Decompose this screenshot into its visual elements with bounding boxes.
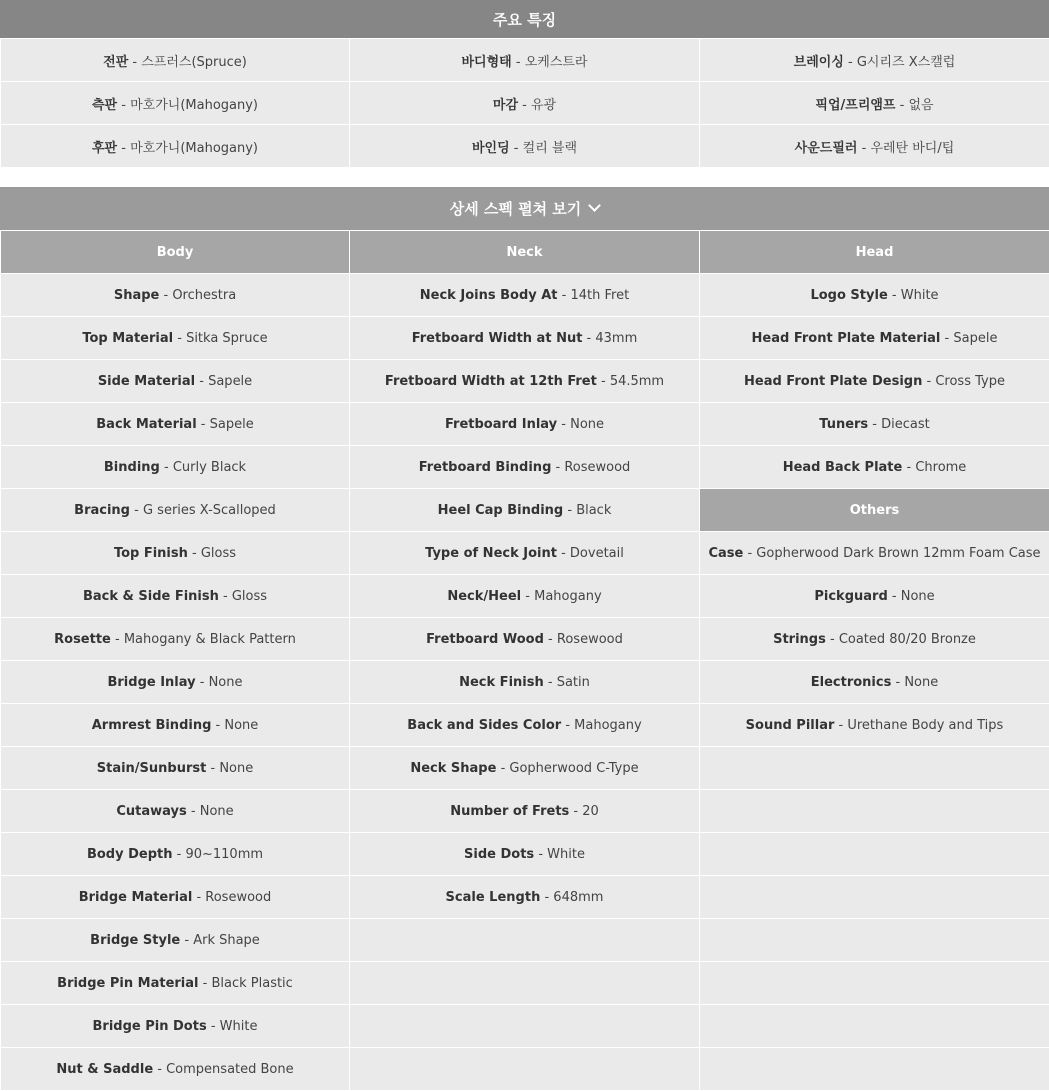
feature-row [1, 39, 1049, 82]
separator: - [534, 846, 548, 862]
spec-label: Neck Shape [410, 760, 497, 776]
spec-value: None [224, 717, 259, 733]
separator: - [543, 674, 557, 690]
spec-value: Black [576, 502, 612, 518]
spec-label: Nut & Saddle [56, 1061, 154, 1077]
body-spec-cell [1, 532, 350, 575]
spec-value: G시리즈 X스캘럽 [856, 54, 956, 70]
column-header-neck: Neck [350, 231, 700, 274]
spec-label: Rosette [54, 631, 111, 647]
spec-value: Rosewood [205, 889, 272, 905]
neck-spec-cell [350, 833, 700, 876]
table-row [1, 747, 1049, 790]
spec-value: Gopherwood Dark Brown 12mm Foam Case [756, 545, 1041, 561]
table-row [1, 360, 1049, 403]
spec-label: Pickguard [814, 588, 888, 604]
table-row [1, 446, 1049, 489]
spec-value: Compensated Bone [166, 1061, 294, 1077]
spec-label: 픽업/프리앰프 [815, 97, 896, 113]
spec-value: Gloss [231, 588, 268, 604]
spec-label: Cutaways [116, 803, 187, 819]
head-spec-cell [700, 403, 1049, 446]
separator: - [153, 1061, 167, 1077]
spec-value: Sapele [953, 330, 998, 346]
spec-value: White [219, 1018, 258, 1034]
spec-value: 54.5mm [609, 373, 665, 389]
column-header-head: Head [700, 231, 1049, 274]
spec-label: Type of Neck Joint [425, 545, 557, 561]
separator: - [557, 287, 571, 303]
spec-value: Ark Shape [193, 932, 260, 948]
separator: - [887, 588, 901, 604]
spec-value: Satin [556, 674, 590, 690]
spec-value: 컬리 블랙 [522, 140, 578, 156]
neck-spec-cell [350, 1005, 700, 1048]
feature-cell [700, 39, 1049, 82]
others-spec-cell [700, 1048, 1049, 1091]
spec-label: Neck/Heel [447, 588, 522, 604]
body-spec-cell [1, 489, 350, 532]
table-row [1, 876, 1049, 919]
body-spec-cell [1, 360, 350, 403]
spec-value: 43mm [595, 330, 638, 346]
neck-spec-cell [350, 618, 700, 661]
spec-label: Scale Length [445, 889, 541, 905]
head-spec-cell [700, 360, 1049, 403]
body-spec-cell [1, 661, 350, 704]
separator: - [511, 54, 525, 70]
spec-label: Neck Finish [459, 674, 544, 690]
spec-label: Fretboard Width at 12th Fret [384, 373, 597, 389]
separator: - [891, 674, 905, 690]
spec-value: Coated 80/20 Bronze [838, 631, 976, 647]
spec-value: 20 [582, 803, 599, 819]
spec-value: 우레탄 바디/팁 [870, 140, 955, 156]
spec-label: Back Material [96, 416, 197, 432]
spec-value: Sapele [208, 373, 253, 389]
separator: - [887, 287, 901, 303]
spec-value: None [900, 588, 935, 604]
spec-label: Side Dots [464, 846, 535, 862]
separator: - [196, 416, 210, 432]
separator: - [902, 459, 916, 475]
features-title-text: 주요 특징 [492, 10, 557, 29]
spec-value: Urethane Body and Tips [847, 717, 1004, 733]
separator: - [186, 803, 200, 819]
spec-expand-label: 상세 스펙 펼쳐 보기 [449, 200, 582, 218]
spec-label: Fretboard Width at Nut [411, 330, 583, 346]
spec-label: Top Finish [113, 545, 188, 561]
feature-cell [700, 125, 1049, 168]
spec-label: Neck Joins Body At [419, 287, 558, 303]
spec-value: Orchestra [172, 287, 237, 303]
separator: - [128, 54, 142, 70]
feature-cell [1, 125, 350, 168]
spec-label: Strings [773, 631, 826, 647]
body-spec-cell [1, 833, 350, 876]
spec-value: None [199, 803, 234, 819]
spec-label: Number of Frets [450, 803, 570, 819]
body-spec-cell [1, 575, 350, 618]
neck-spec-cell [350, 575, 700, 618]
separator: - [130, 502, 143, 518]
spec-value: 오케스트라 [524, 54, 588, 70]
spec-value: 마호가니(Mahogany) [130, 140, 258, 156]
chevron-down-icon [588, 199, 601, 212]
neck-spec-cell [350, 403, 700, 446]
spec-label: Case [708, 545, 744, 561]
separator: - [173, 330, 187, 346]
spec-value: 스프러스(Spruce) [141, 54, 247, 70]
separator: - [540, 889, 554, 905]
separator: - [159, 287, 173, 303]
spec-label: Fretboard Inlay [444, 416, 558, 432]
separator: - [110, 631, 124, 647]
spec-label: Side Material [97, 373, 196, 389]
separator: - [187, 545, 201, 561]
spec-label: Logo Style [810, 287, 888, 303]
spec-value: Diecast [881, 416, 930, 432]
table-row [1, 833, 1049, 876]
body-spec-cell [1, 403, 350, 446]
separator: - [596, 373, 610, 389]
spec-label: Head Front Plate Design [744, 373, 923, 389]
spec-value: 90~110mm [185, 846, 264, 862]
neck-spec-cell [350, 919, 700, 962]
features-title [0, 0, 1049, 38]
features-table [0, 38, 1049, 168]
spec-label: Shape [113, 287, 160, 303]
spec-label: 바인딩 [471, 140, 510, 156]
neck-spec-cell [350, 747, 700, 790]
others-spec-cell [700, 618, 1049, 661]
feature-cell [1, 39, 350, 82]
table-row [1, 489, 1049, 532]
neck-spec-cell [350, 489, 700, 532]
feature-cell [350, 39, 700, 82]
separator: - [211, 717, 225, 733]
body-spec-cell [1, 962, 350, 1005]
others-spec-cell [700, 532, 1049, 575]
separator: - [557, 416, 571, 432]
spec-label: Bridge Inlay [107, 674, 196, 690]
spec-value: White [547, 846, 585, 862]
body-spec-cell [1, 790, 350, 833]
separator: - [117, 140, 131, 156]
separator: - [857, 140, 871, 156]
spec-table [0, 230, 1049, 1091]
spec-label: Back and Sides Color [407, 717, 562, 733]
spec-value: 없음 [908, 97, 934, 113]
spec-value: Dovetail [569, 545, 624, 561]
spec-label: Back & Side Finish [82, 588, 219, 604]
body-spec-cell [1, 704, 350, 747]
separator: - [895, 97, 909, 113]
spec-value: Chrome [915, 459, 967, 475]
others-spec-cell [700, 790, 1049, 833]
table-row [1, 962, 1049, 1005]
neck-spec-cell [350, 446, 700, 489]
separator: - [582, 330, 596, 346]
spec-label: 사운드필러 [794, 140, 858, 156]
spec-label: Fretboard Binding [418, 459, 552, 475]
separator: - [117, 97, 131, 113]
spec-label: Bracing [74, 502, 130, 518]
separator: - [509, 140, 523, 156]
spec-value: Sitka Spruce [186, 330, 268, 346]
feature-cell [700, 82, 1049, 125]
table-row [1, 1048, 1049, 1091]
body-spec-cell [1, 876, 350, 919]
separator: - [922, 373, 936, 389]
spec-value: None [570, 416, 605, 432]
spec-label: Tuners [819, 416, 869, 432]
separator: - [206, 1018, 220, 1034]
separator: - [825, 631, 839, 647]
table-row [1, 790, 1049, 833]
separator: - [496, 760, 510, 776]
spec-label: Armrest Binding [91, 717, 212, 733]
body-spec-cell [1, 274, 350, 317]
separator: - [518, 97, 531, 113]
others-spec-cell [700, 661, 1049, 704]
table-row [1, 919, 1049, 962]
body-spec-cell [1, 1005, 350, 1048]
spec-label: 바디형태 [461, 54, 512, 70]
table-row [1, 317, 1049, 360]
table-row [1, 575, 1049, 618]
separator: - [218, 588, 232, 604]
separator: - [743, 545, 757, 561]
separator: - [834, 717, 848, 733]
table-row [1, 618, 1049, 661]
others-spec-cell [700, 1005, 1049, 1048]
spec-value: 648mm [553, 889, 604, 905]
spec-value: None [208, 674, 243, 690]
spec-value: Gopherwood C-Type [509, 760, 639, 776]
neck-spec-cell [350, 876, 700, 919]
body-spec-cell [1, 618, 350, 661]
body-spec-cell [1, 446, 350, 489]
spec-label: Top Material [82, 330, 174, 346]
spec-label: Bridge Pin Material [57, 975, 199, 991]
separator: - [180, 932, 194, 948]
head-spec-cell [700, 274, 1049, 317]
others-spec-cell [700, 575, 1049, 618]
separator: - [521, 588, 535, 604]
others-spec-cell [700, 876, 1049, 919]
neck-spec-cell [350, 962, 700, 1005]
spec-value: None [219, 760, 254, 776]
spec-label: Head Front Plate Material [751, 330, 941, 346]
others-spec-cell [700, 962, 1049, 1005]
body-spec-cell [1, 919, 350, 962]
spec-value: Mahogany [574, 717, 642, 733]
neck-spec-cell [350, 1048, 700, 1091]
others-spec-cell [700, 747, 1049, 790]
spec-expand-button[interactable] [0, 187, 1049, 230]
spec-label: Bridge Style [90, 932, 181, 948]
table-row [1, 532, 1049, 575]
separator: - [563, 502, 577, 518]
spec-value: Rosewood [564, 459, 631, 475]
others-spec-cell [700, 704, 1049, 747]
spec-value: 14th Fret [570, 287, 630, 303]
feature-cell [1, 82, 350, 125]
feature-row [1, 82, 1049, 125]
spec-label: Sound Pillar [745, 717, 835, 733]
others-spec-cell [700, 919, 1049, 962]
spec-label: Fretboard Wood [426, 631, 544, 647]
table-row [1, 274, 1049, 317]
table-row [1, 704, 1049, 747]
neck-spec-cell [350, 360, 700, 403]
body-spec-cell [1, 317, 350, 360]
neck-spec-cell [350, 317, 700, 360]
separator: - [569, 803, 583, 819]
neck-spec-cell [350, 704, 700, 747]
spec-label: Heel Cap Binding [437, 502, 564, 518]
feature-cell [350, 82, 700, 125]
separator: - [172, 846, 186, 862]
separator: - [868, 416, 882, 432]
neck-spec-cell [350, 274, 700, 317]
head-spec-cell [700, 446, 1049, 489]
separator: - [198, 975, 212, 991]
separator: - [195, 373, 209, 389]
spec-value: Gloss [200, 545, 237, 561]
separator: - [192, 889, 206, 905]
spec-value: Mahogany & Black Pattern [123, 631, 296, 647]
spec-value: 마호가니(Mahogany) [130, 97, 258, 113]
separator: - [159, 459, 173, 475]
spec-label: Bridge Material [78, 889, 193, 905]
separator: - [561, 717, 575, 733]
body-spec-cell [1, 1048, 350, 1091]
spec-label: Stain/Sunburst [96, 760, 207, 776]
spec-header-row [1, 231, 1049, 274]
spec-value: Cross Type [935, 373, 1005, 389]
spec-label: Bridge Pin Dots [92, 1018, 207, 1034]
feature-row [1, 125, 1049, 168]
feature-cell [350, 125, 700, 168]
spec-value: Sapele [209, 416, 254, 432]
column-header-body: Body [1, 231, 350, 274]
neck-spec-cell [350, 790, 700, 833]
neck-spec-cell [350, 532, 700, 575]
spec-value: None [904, 674, 939, 690]
head-spec-cell [700, 317, 1049, 360]
others-spec-cell [700, 833, 1049, 876]
neck-spec-cell [350, 661, 700, 704]
spec-label: 측판 [92, 97, 118, 113]
separator: - [556, 545, 570, 561]
spec-label: Electronics [810, 674, 892, 690]
separator: - [940, 330, 954, 346]
table-row [1, 1005, 1049, 1048]
spec-value: G series X-Scalloped [142, 502, 276, 518]
table-row [1, 661, 1049, 704]
spec-value: Rosewood [556, 631, 623, 647]
spec-label: Body Depth [86, 846, 173, 862]
separator: - [843, 54, 857, 70]
separator: - [543, 631, 557, 647]
spec-label: Head Back Plate [782, 459, 903, 475]
spec-value: Black Plastic [211, 975, 293, 991]
spec-value: 유광 [530, 97, 557, 113]
separator: - [206, 760, 220, 776]
spec-label: 전판 [103, 54, 129, 70]
table-row [1, 403, 1049, 446]
spec-label: 후판 [92, 140, 118, 156]
spec-label: Binding [103, 459, 160, 475]
spec-label: 브레이싱 [793, 54, 844, 70]
spec-value: White [900, 287, 939, 303]
spec-value: Curly Black [172, 459, 247, 475]
separator: - [551, 459, 565, 475]
body-spec-cell [1, 747, 350, 790]
separator: - [195, 674, 209, 690]
column-header-others: Others [700, 489, 1049, 532]
spec-label: 마감 [492, 97, 519, 113]
spec-value: Mahogany [534, 588, 602, 604]
